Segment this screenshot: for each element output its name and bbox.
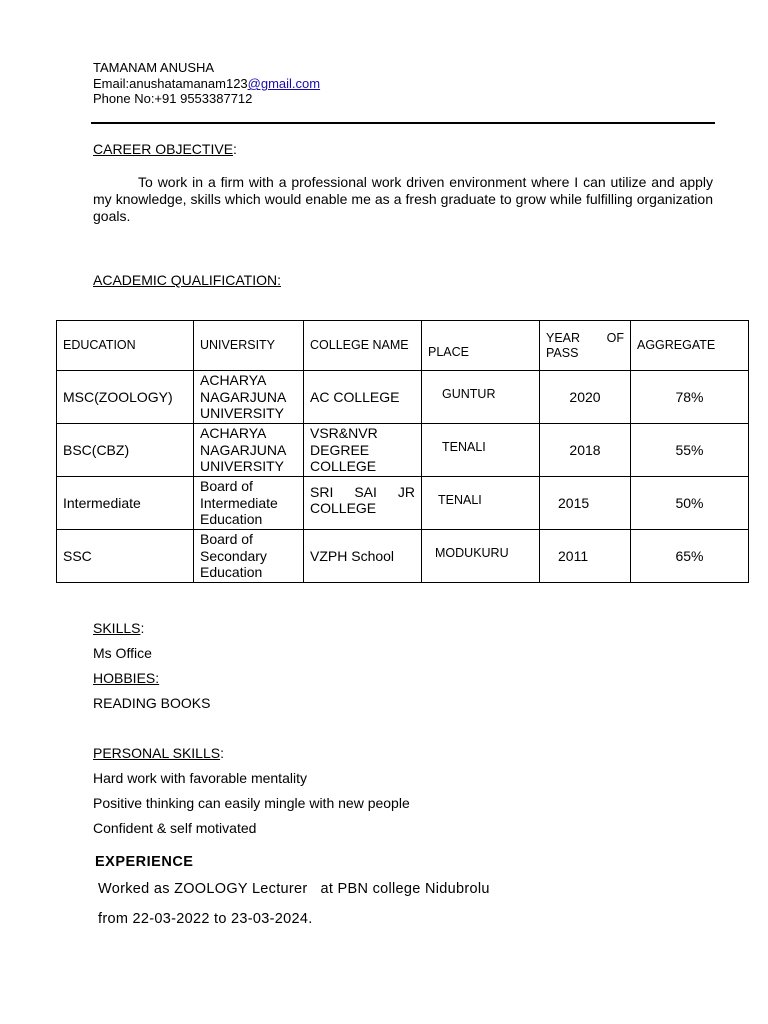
cell-place: TENALI — [422, 477, 540, 530]
email-prefix: Email:anushatamanam123 — [93, 76, 248, 91]
table-header-row — [57, 321, 749, 371]
personal-skill-item: Positive thinking can easily mingle with new people — [93, 795, 410, 811]
skills-title: SKILLS — [93, 620, 141, 636]
header-divider — [91, 122, 715, 124]
personal-skill-item: Confident & self motivated — [93, 820, 257, 836]
career-objective-heading — [93, 141, 237, 157]
cell-place: GUNTUR — [422, 371, 540, 424]
email-link[interactable]: @gmail.com — [247, 76, 321, 91]
cell-education: MSC(ZOOLOGY) — [57, 371, 194, 424]
table-row — [57, 477, 749, 530]
cell-university: ACHARYA NAGARJUNA UNIVERSITY — [194, 371, 304, 424]
cell-place: MODUKURU — [422, 530, 540, 583]
cell-university: Board of Secondary Education — [194, 530, 304, 583]
table-row — [57, 424, 749, 477]
hobbies-heading: HOBBIES: — [93, 670, 160, 686]
skills-colon: : — [140, 620, 145, 636]
cell-aggregate: 65% — [631, 530, 749, 583]
cell-year: 2018 — [540, 424, 631, 477]
cell-education: Intermediate — [57, 477, 194, 530]
cell-aggregate: 55% — [631, 424, 749, 477]
skills-heading — [93, 620, 144, 636]
cell-aggregate: 78% — [631, 371, 749, 424]
column-header-education: EDUCATION — [57, 321, 194, 371]
candidate-name: TAMANAM ANUSHA — [93, 60, 215, 75]
career-objective-text: To work in a firm with a professional work driven environment where I can utilize and apply my knowledge, skills which would enable me as a fresh graduate to grow while fulfilling organization goals. — [93, 174, 713, 224]
career-objective-colon: : — [233, 141, 237, 157]
academic-heading: ACADEMIC QUALIFICATION: — [93, 272, 281, 288]
cell-college: VZPH School — [304, 530, 422, 583]
personal-skills-heading — [93, 745, 224, 761]
hobby-item: READING BOOKS — [93, 695, 211, 711]
cell-aggregate: 50% — [631, 477, 749, 530]
experience-line-1: Worked as ZOOLOGY Lecturer at PBN college Nidubrolu — [98, 881, 490, 897]
column-header-university: UNIVERSITY — [194, 321, 304, 371]
career-objective-title: CAREER OBJECTIVE — [93, 141, 234, 157]
experience-heading: EXPERIENCE — [95, 854, 194, 870]
column-header-place: PLACE — [422, 321, 540, 371]
personal-skills-title: PERSONAL SKILLS — [93, 745, 221, 761]
cell-college: VSR&NVR DEGREE COLLEGE — [304, 424, 422, 477]
skill-item: Ms Office — [93, 645, 152, 661]
cell-university: ACHARYA NAGARJUNA UNIVERSITY — [194, 424, 304, 477]
column-header-year-of-pass: YEAR OF PASS — [540, 321, 631, 371]
cell-place: TENALI — [422, 424, 540, 477]
personal-skill-item: Hard work with favorable mentality — [93, 770, 307, 786]
email-line — [93, 76, 320, 91]
phone-line: Phone No:+91 9553387712 — [93, 91, 253, 106]
cell-college: AC COLLEGE — [304, 371, 422, 424]
cell-year: 2011 — [540, 530, 631, 583]
personal-skills-colon: : — [220, 745, 224, 761]
academic-table — [56, 320, 749, 583]
experience-line-2: from 22-03-2022 to 23-03-2024. — [98, 911, 313, 927]
column-header-college-name: COLLEGE NAME — [304, 321, 422, 371]
cell-education: SSC — [57, 530, 194, 583]
table-row — [57, 530, 749, 583]
table-row — [57, 371, 749, 424]
cell-education: BSC(CBZ) — [57, 424, 194, 477]
cell-year: 2015 — [540, 477, 631, 530]
cell-college: SRI SAI JR COLLEGE — [304, 477, 422, 530]
column-header-aggregate: AGGREGATE — [631, 321, 749, 371]
cell-university: Board of Intermediate Education — [194, 477, 304, 530]
cell-year: 2020 — [540, 371, 631, 424]
